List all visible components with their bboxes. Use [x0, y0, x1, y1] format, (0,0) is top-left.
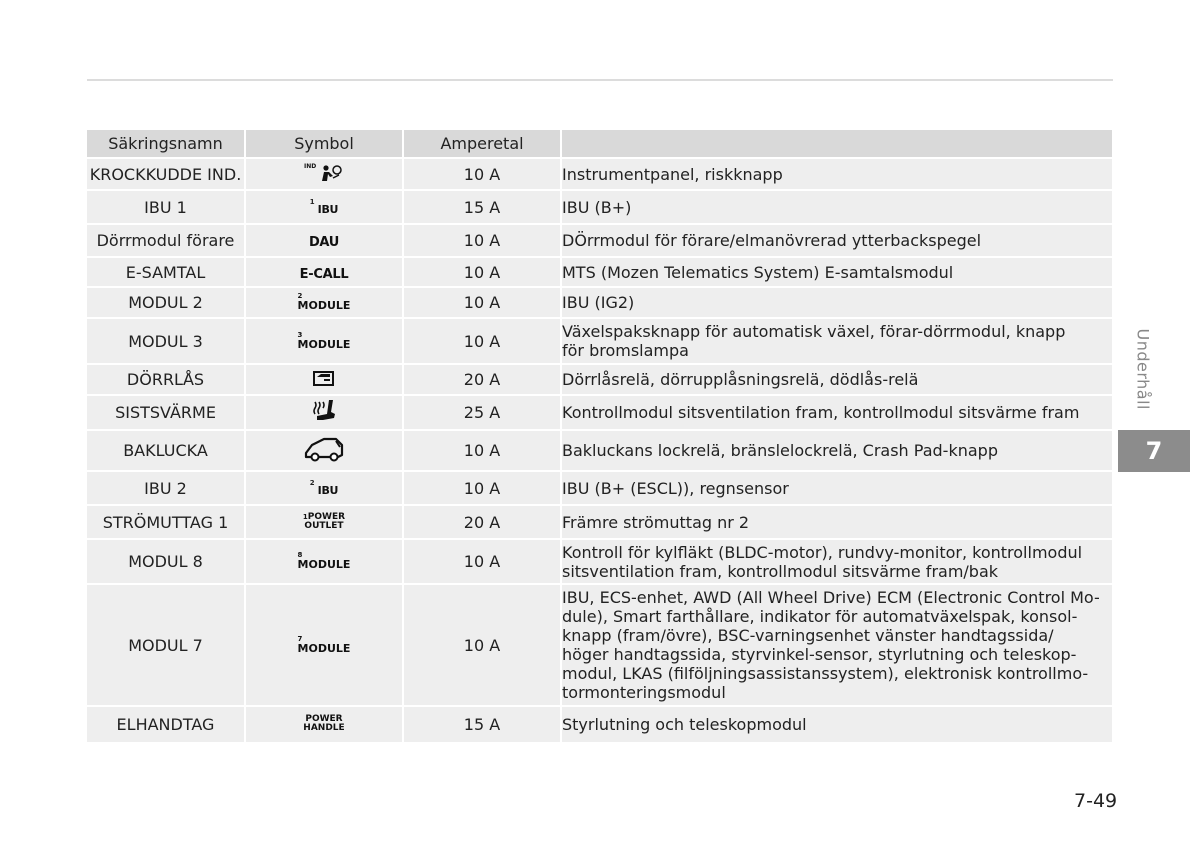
symbol-superscript: 8: [297, 551, 303, 559]
description: [562, 538, 1112, 583]
description-line: IBU, ECS-enhet, AWD (All Wheel Drive) ECM (Electronic Control Mo-: [562, 588, 1100, 607]
symbol-text: MODULE: [297, 337, 351, 351]
symbol-superscript: 3: [297, 330, 303, 339]
fuse-name: DÖRRLÅS: [87, 363, 246, 394]
header-amperage: Amperetal: [404, 130, 562, 157]
table-row: [87, 705, 1112, 742]
symbol-superscript: 2: [297, 292, 303, 300]
table-row: [87, 583, 1112, 705]
fuse-name: IBU 2: [87, 470, 246, 504]
symbol-stack: [303, 715, 344, 733]
amperage: 10 A: [404, 470, 562, 504]
description: [562, 317, 1112, 363]
table-row: [87, 429, 1112, 470]
symbol-text: MODULE: [297, 641, 351, 655]
symbol-text: MODULE: [297, 558, 351, 571]
amperage: 15 A: [404, 705, 562, 742]
table-row: [87, 504, 1112, 538]
description-line: för bromslampa: [562, 341, 689, 360]
description-line: Kontroll för kylfläkt (BLDC-motor), rundvy-monitor, kontrollmodul: [562, 542, 1083, 562]
module-7-symbol: [246, 583, 404, 705]
symbol-text: DAU: [308, 235, 340, 250]
symbol-stack: [298, 292, 351, 310]
symbol-stack: [298, 331, 351, 349]
description-line: Främre strömuttag nr 2: [562, 512, 750, 532]
table-row: [87, 363, 1112, 394]
amperage: 10 A: [404, 223, 562, 256]
fuse-table: [87, 130, 1112, 742]
amperage: 10 A: [404, 429, 562, 470]
symbol-stack: [303, 513, 345, 531]
description-line: IBU (IG2): [562, 293, 635, 312]
header-fuse-name: Säkringsnamn: [87, 130, 246, 157]
description: [562, 189, 1112, 223]
section-tab: [1132, 330, 1156, 420]
seat-heater-icon: [246, 394, 404, 429]
table-row: [87, 317, 1112, 363]
airbag-ind-icon: [246, 157, 404, 189]
symbol-text: MODULE: [297, 299, 351, 312]
amperage: 10 A: [404, 256, 562, 286]
description: [562, 223, 1112, 256]
description-line: Dörrlåsrelä, dörrupplåsningsrelä, dödlås-relä: [562, 370, 919, 389]
page-number: 7-49: [1074, 790, 1118, 812]
fuse-name: KROCKKUDDE IND.: [87, 157, 246, 189]
description-line: DÖrrmodul för förare/elmanövrerad ytterbackspegel: [562, 231, 982, 250]
description: [562, 157, 1112, 189]
section-tab-label: Underhåll: [1133, 328, 1153, 410]
fuse-name: Dörrmodul förare: [87, 223, 246, 256]
description-line: Växelspaksknapp för automatisk växel, förar-dörrmodul, knapp: [562, 322, 1066, 341]
description: [562, 256, 1112, 286]
airbag-ind-label: IND: [304, 163, 317, 170]
symbol-text: IBU: [317, 483, 339, 497]
fuse-name: MODUL 3: [87, 317, 246, 363]
symbol-text: IBU: [317, 202, 339, 216]
ibu-2-symbol: [246, 470, 404, 504]
fuse-name: ELHANDTAG: [87, 705, 246, 742]
amperage: 20 A: [404, 504, 562, 538]
description-line: Instrumentpanel, riskknapp: [562, 164, 783, 184]
e-call-symbol: [246, 256, 404, 286]
description: [562, 429, 1112, 470]
fuse-name: SISTSVÄRME: [87, 394, 246, 429]
module-3-symbol: [246, 317, 404, 363]
module-8-symbol: [246, 538, 404, 583]
fuse-name: BAKLUCKA: [87, 429, 246, 470]
tailgate-icon: [246, 429, 404, 470]
amperage: 20 A: [404, 363, 562, 394]
table-row: [87, 157, 1112, 189]
symbol-superscript: 7: [297, 634, 303, 643]
amperage: 15 A: [404, 189, 562, 223]
symbol-stack: [298, 551, 351, 569]
amperage: 10 A: [404, 286, 562, 317]
table-header-row: [87, 130, 1112, 157]
top-divider: [87, 79, 1113, 81]
description-line: sitsventilation fram, kontrollmodul sitsvärme fram/bak: [562, 561, 999, 581]
symbol-superscript: 2: [309, 478, 315, 487]
description: [562, 394, 1112, 429]
description: [562, 504, 1112, 538]
dau-symbol: [246, 223, 404, 256]
description-line: IBU (B+ (ESCL)), regnsensor: [562, 478, 789, 498]
chapter-number-badge: 7: [1118, 430, 1190, 472]
description-line: Styrlutning och teleskopmodul: [562, 715, 807, 734]
header-description: [562, 130, 1112, 157]
amperage: 10 A: [404, 157, 562, 189]
table-row: [87, 470, 1112, 504]
symbol-text: POWER: [307, 511, 346, 522]
symbol-stack: [298, 635, 351, 653]
description-line: MTS (Mozen Telematics System) E-samtalsmodul: [562, 262, 954, 282]
symbol-text-line2: OUTLET: [304, 520, 344, 531]
description-line: höger handtagssida, styrvinkel-sensor, styrlutning och teleskop-: [562, 645, 1077, 664]
fuse-name: MODUL 7: [87, 583, 246, 705]
symbol-superscript: 1: [309, 197, 315, 206]
table-row: [87, 223, 1112, 256]
symbol-text-line2: HANDLE: [303, 723, 345, 733]
fuse-name: MODUL 2: [87, 286, 246, 317]
description: [562, 705, 1112, 742]
description-line: Bakluckans lockrelä, bränslelockrelä, Crash Pad-knapp: [562, 441, 998, 460]
header-symbol: Symbol: [246, 130, 404, 157]
ibu-1-symbol: [246, 189, 404, 223]
module-2-symbol: [246, 286, 404, 317]
fuse-name: MODUL 8: [87, 538, 246, 583]
amperage: 25 A: [404, 394, 562, 429]
fuse-name: E-SAMTAL: [87, 256, 246, 286]
description: [562, 286, 1112, 317]
description-line: IBU (B+): [562, 197, 632, 217]
power-outlet-1-symbol: [246, 504, 404, 538]
table-row: [87, 394, 1112, 429]
amperage: 10 A: [404, 538, 562, 583]
description-line: Kontrollmodul sitsventilation fram, kontrollmodul sitsvärme fram: [562, 403, 1080, 422]
description-line: dule), Smart farthållare, indikator för automatväxelspak, konsol-: [562, 607, 1078, 626]
table-row: [87, 256, 1112, 286]
table-row: [87, 286, 1112, 317]
description: [562, 363, 1112, 394]
table-row: [87, 189, 1112, 223]
fuse-name: IBU 1: [87, 189, 246, 223]
description-line: knapp (fram/övre), BSC-varningsenhet vänster handtagssida/: [562, 626, 1054, 645]
symbol-superscript: 1: [302, 512, 308, 521]
description-line: tormonteringsmodul: [562, 683, 726, 702]
description: [562, 470, 1112, 504]
power-handle-symbol: [246, 705, 404, 742]
door-lock-icon: [246, 363, 404, 394]
table-row: [87, 538, 1112, 583]
description-line: modul, LKAS (filföljningsassistanssystem), elektronisk kontrollmo-: [562, 664, 1089, 683]
description: [562, 583, 1112, 705]
fuse-name: STRÖMUTTAG 1: [87, 504, 246, 538]
amperage: 10 A: [404, 317, 562, 363]
amperage: 10 A: [404, 583, 562, 705]
symbol-text: POWER: [305, 714, 343, 724]
symbol-text: E-CALL: [299, 266, 349, 282]
